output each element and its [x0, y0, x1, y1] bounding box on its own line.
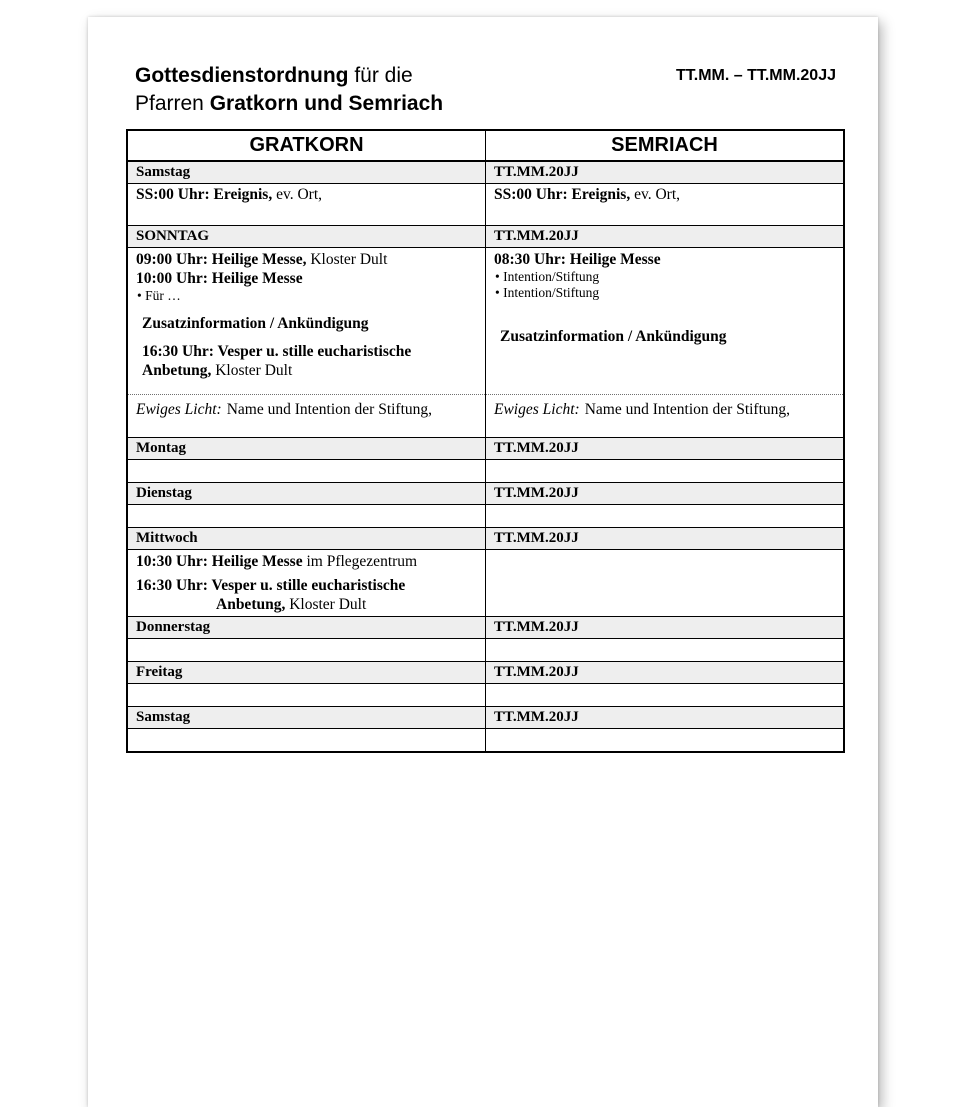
ewiges-licht-label: Ewiges Licht:: [494, 401, 580, 418]
wednesday-content-row: [127, 550, 844, 617]
wednesday-gratkorn-cell: [127, 550, 486, 617]
mass-line-1: 08:30 Uhr: Heilige Messe: [494, 251, 661, 268]
empty-row-samstag-2: [127, 729, 844, 752]
mass-time-bold: 09:00 Uhr: Heilige Messe,: [136, 251, 307, 268]
day-row-samstag-2: [127, 707, 844, 729]
vesper-bold: Anbetung,: [142, 362, 212, 379]
empty-cell: [486, 505, 845, 528]
empty-cell: [486, 729, 845, 752]
ewiges-licht-text: Name und Intention der Stiftung,: [584, 401, 791, 418]
empty-cell: [486, 460, 845, 483]
date-cell-freitag: TT.MM.20JJ: [486, 662, 845, 684]
saturday-event-gratkorn: [127, 184, 486, 226]
mass-line-1: [136, 250, 477, 269]
document-page: [88, 17, 878, 1107]
date-cell-sonntag: TT.MM.20JJ: [486, 226, 845, 248]
event-detail: ev. Ort,: [630, 186, 681, 203]
title-bold-part2: Gratkorn und Semriach: [209, 92, 444, 115]
day-row-freitag: [127, 662, 844, 684]
day-row-sonntag: [127, 226, 844, 248]
empty-row-dienstag: [127, 505, 844, 528]
vesper-line-1: 16:30 Uhr: Vesper u. stille eucharistische: [142, 343, 412, 360]
ewiges-licht-text: Name und Intention der Stiftung,: [226, 401, 433, 418]
day-row-donnerstag: [127, 617, 844, 639]
sunday-semriach-cell: [486, 248, 845, 395]
event-time-bold: SS:00 Uhr: Ereignis,: [136, 186, 273, 203]
vesper-line-1: 16:30 Uhr: Vesper u. stille eucharistische: [136, 577, 406, 594]
intention-bullet-2: • Intention/Stiftung: [495, 285, 600, 300]
day-row-montag: [127, 438, 844, 460]
empty-row-montag: [127, 460, 844, 483]
ewiges-licht-gratkorn: [127, 395, 486, 438]
date-cell-dienstag: TT.MM.20JJ: [486, 483, 845, 505]
date-cell-samstag-1: TT.MM.20JJ: [486, 161, 845, 184]
empty-cell: [486, 639, 845, 662]
empty-cell: [127, 729, 486, 752]
title-bold-part1: Gottesdienstordnung: [135, 64, 349, 87]
vesper-location: Kloster Dult: [211, 362, 293, 379]
saturday-event-row: [127, 184, 844, 226]
mass-time-bold: 10:30 Uhr: Heilige Messe: [136, 553, 303, 570]
title-regular-part1: für die: [348, 64, 413, 87]
day-label-mittwoch: Mittwoch: [127, 528, 486, 550]
ewiges-licht-label: Ewiges Licht:: [136, 401, 222, 418]
day-label-sonntag: SONNTAG: [127, 226, 486, 248]
column-header-semriach: SEMRIACH: [486, 130, 845, 161]
saturday-event-semriach: [486, 184, 845, 226]
empty-cell: [127, 505, 486, 528]
intention-bullet-1: • Intention/Stiftung: [495, 269, 600, 284]
mass-line-2: 10:00 Uhr: Heilige Messe: [136, 270, 303, 287]
vesper-line-2: [136, 595, 477, 614]
day-label-samstag-2: Samstag: [127, 707, 486, 729]
date-cell-donnerstag: TT.MM.20JJ: [486, 617, 845, 639]
empty-cell: [127, 460, 486, 483]
day-label-donnerstag: Donnerstag: [127, 617, 486, 639]
day-row-dienstag: [127, 483, 844, 505]
vesper-bold: Anbetung,: [216, 596, 286, 613]
date-cell-samstag-2: TT.MM.20JJ: [486, 707, 845, 729]
event-detail: ev. Ort,: [272, 186, 323, 203]
title-regular-part2: Pfarren: [135, 92, 210, 115]
empty-cell: [127, 684, 486, 707]
event-time-bold: SS:00 Uhr: Ereignis,: [494, 186, 631, 203]
mass-location: Kloster Dult: [306, 251, 388, 268]
date-cell-montag: TT.MM.20JJ: [486, 438, 845, 460]
date-cell-mittwoch: TT.MM.20JJ: [486, 528, 845, 550]
day-label-montag: Montag: [127, 438, 486, 460]
info-heading: Zusatzinformation / Ankündigung: [142, 315, 369, 332]
table-header-row: [127, 130, 844, 161]
intention-bullet: • Für …: [137, 288, 181, 303]
ewiges-licht-row: [127, 395, 844, 438]
column-header-gratkorn: GRATKORN: [127, 130, 486, 161]
info-heading: Zusatzinformation / Ankündigung: [500, 328, 727, 345]
document-header: [88, 17, 878, 129]
day-label-samstag-1: Samstag: [127, 161, 486, 184]
day-label-dienstag: Dienstag: [127, 483, 486, 505]
wednesday-semriach-cell: [486, 550, 845, 617]
date-range-placeholder: TT.MM. – TT.MM.20JJ: [675, 67, 836, 84]
empty-cell: [127, 639, 486, 662]
ewiges-licht-semriach: [486, 395, 845, 438]
vesper-line-2: [136, 361, 477, 380]
day-row-mittwoch: [127, 528, 844, 550]
page-title: [135, 62, 443, 118]
mass-line: [136, 552, 477, 571]
empty-row-donnerstag: [127, 639, 844, 662]
sunday-content-row: [127, 248, 844, 395]
mass-location: im Pflegezentrum: [302, 553, 418, 570]
schedule-table: [126, 129, 845, 753]
day-row-samstag-1: [127, 161, 844, 184]
empty-cell: [486, 684, 845, 707]
vesper-location: Kloster Dult: [285, 596, 367, 613]
day-label-freitag: Freitag: [127, 662, 486, 684]
empty-row-freitag: [127, 684, 844, 707]
sunday-gratkorn-cell: [127, 248, 486, 395]
